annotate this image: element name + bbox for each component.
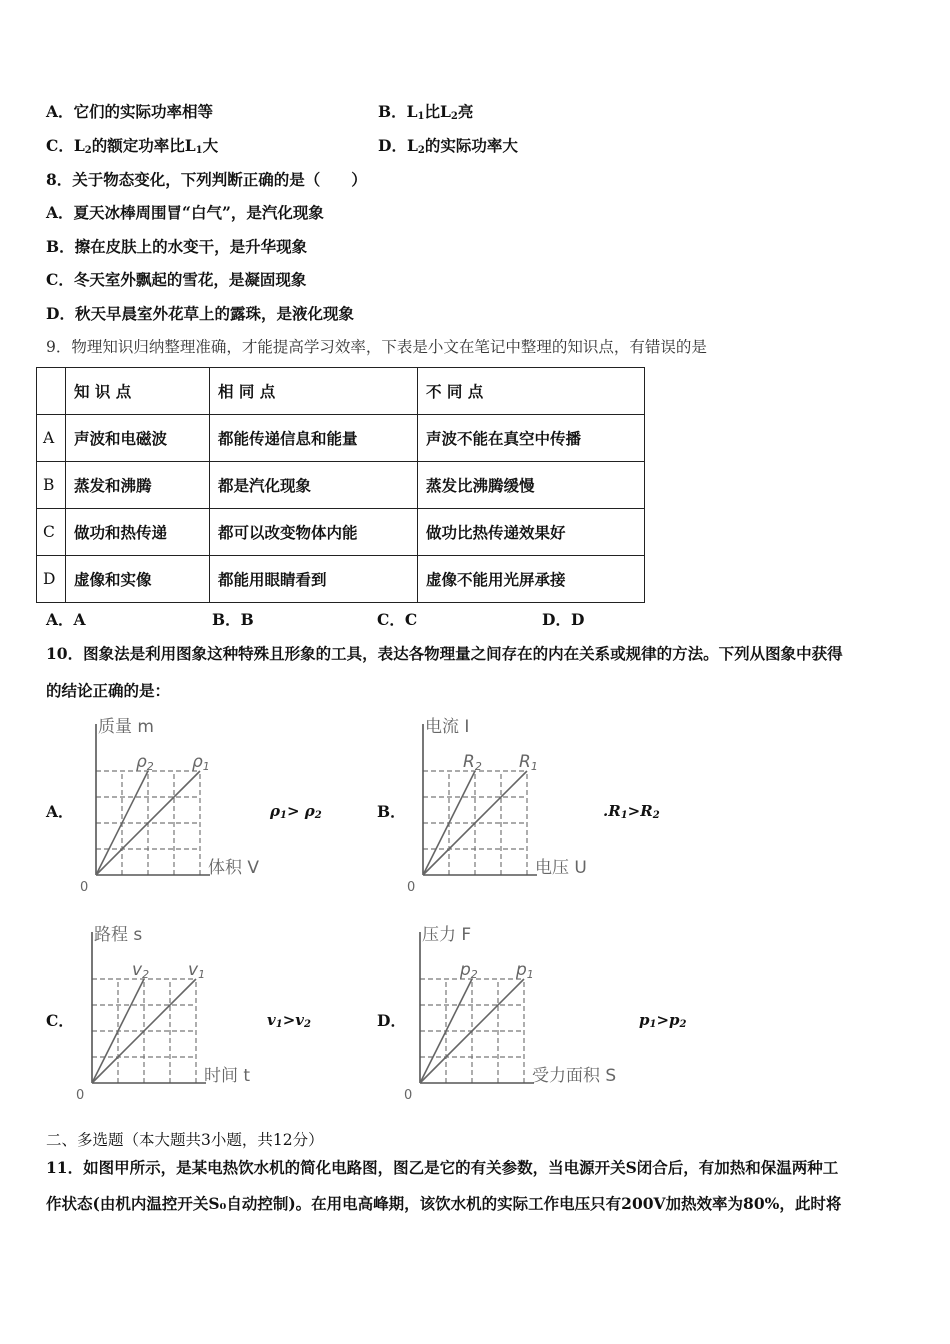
q10-stem-line1: 10．图象法是利用图象这种特殊且形象的工具，表达各物理量之间存在的内在关系或规律的方法。下列从图象中获得 bbox=[46, 644, 843, 663]
q11-line1: 11．如图甲所示，是某电热饮水机的简化电路图，图乙是它的有关参数，当电源开关S闭合后，有加热和保温两种工 bbox=[46, 1158, 839, 1177]
table-cell: 做功比热传递效果好 bbox=[418, 509, 645, 556]
x-axis-label: 电压 U bbox=[535, 858, 587, 878]
steep-line-label: ρ2 bbox=[136, 752, 154, 773]
shallow-line-label: v1 bbox=[188, 960, 206, 981]
graph-a bbox=[78, 712, 278, 892]
shallow-line-label: p1 bbox=[516, 960, 534, 981]
shallow-line-label: ρ1 bbox=[192, 752, 210, 773]
table-row bbox=[37, 556, 645, 603]
table-row bbox=[37, 509, 645, 556]
table-cell: 虚像和实像 bbox=[66, 556, 210, 603]
q9-option-d: D．D bbox=[542, 610, 585, 629]
table-header: 相 同 点 bbox=[210, 368, 418, 415]
y-axis-label: 质量 m bbox=[98, 717, 154, 737]
table-header: 知 识 点 bbox=[66, 368, 210, 415]
graph-c bbox=[74, 920, 274, 1100]
x-axis-label: 体积 V bbox=[208, 858, 260, 878]
table-row bbox=[37, 415, 645, 462]
graph-d-conclusion: $p_1>p_2$ bbox=[639, 1011, 687, 1030]
steep-line-label: R2 bbox=[463, 752, 482, 773]
steep-line-label: v2 bbox=[132, 960, 150, 981]
graph-b bbox=[405, 712, 615, 892]
q7-option-c: C．$L_2$的额定功率比$L_1$大 bbox=[46, 136, 219, 156]
q10-option-b: B． bbox=[377, 802, 406, 821]
q9-option-b: B．B bbox=[212, 610, 254, 629]
knowledge-table bbox=[36, 367, 645, 603]
shallow-line-label: R1 bbox=[519, 752, 538, 773]
q8-option-c: C．冬天室外飘起的雪花，是凝固现象 bbox=[46, 270, 307, 289]
q10-option-d: D． bbox=[377, 1011, 406, 1030]
table-cell: C bbox=[37, 509, 66, 556]
q10-stem-line2: 的结论正确的是： bbox=[46, 681, 171, 700]
q10-option-c: C． bbox=[46, 1011, 74, 1030]
table-header-row bbox=[37, 368, 645, 415]
q9-stem: 9．物理知识归纳整理准确，才能提高学习效率，下表是小文在笔记中整理的知识点，有错误的是 bbox=[46, 338, 707, 356]
table-row bbox=[37, 462, 645, 509]
table-cell: 都能用眼睛看到 bbox=[210, 556, 418, 603]
graph-d bbox=[402, 920, 642, 1100]
table-cell: 蒸发和沸腾 bbox=[66, 462, 210, 509]
y-axis-label: 路程 s bbox=[94, 925, 143, 945]
section-2-title: 二、多选题（本大题共3小题，共12分） bbox=[46, 1131, 324, 1149]
graph-b-conclusion: $.R_1>R_2$ bbox=[603, 802, 660, 821]
x-axis-label: 时间 t bbox=[204, 1066, 251, 1086]
q10-option-a: A． bbox=[46, 802, 74, 821]
q8-option-b: B．擦在皮肤上的水变干，是升华现象 bbox=[46, 237, 308, 256]
table-cell: B bbox=[37, 462, 66, 509]
q8-stem: 8．关于物态变化，下列判断正确的是（ ） bbox=[46, 170, 367, 189]
table-cell bbox=[37, 368, 66, 415]
graph-c-conclusion: $v_1>v_2$ bbox=[267, 1011, 311, 1030]
origin-label: 0 bbox=[407, 880, 416, 892]
table-cell: 都能传递信息和能量 bbox=[210, 415, 418, 462]
table-cell: 虚像不能用光屏承接 bbox=[418, 556, 645, 603]
graph-a-conclusion: $\rho_1> \rho_2$ bbox=[270, 802, 322, 821]
q9-option-c: C．C bbox=[377, 610, 418, 629]
origin-label: 0 bbox=[80, 880, 89, 892]
table-cell: 做功和热传递 bbox=[66, 509, 210, 556]
table-cell: 都可以改变物体内能 bbox=[210, 509, 418, 556]
table-cell: 蒸发比沸腾缓慢 bbox=[418, 462, 645, 509]
q11-line2: 作状态(由机内温控开关S₀自动控制)。在用电高峰期，该饮水机的实际工作电压只有200V加热效率为80%，此时将 bbox=[46, 1194, 842, 1213]
q7-option-d: D．$L_2$的实际功率大 bbox=[378, 136, 518, 156]
table-cell: D bbox=[37, 556, 66, 603]
q8-option-d: D．秋天早晨室外花草上的露珠，是液化现象 bbox=[46, 304, 354, 323]
table-cell: A bbox=[37, 415, 66, 462]
q8-option-a: A．夏天冰棒周围冒“白气”，是汽化现象 bbox=[46, 203, 324, 222]
steep-line-label: p2 bbox=[460, 960, 478, 981]
table-cell: 声波不能在真空中传播 bbox=[418, 415, 645, 462]
x-axis-label: 受力面积 S bbox=[532, 1066, 617, 1086]
q7-option-b: B．$L_1$比$L_2$亮 bbox=[378, 102, 474, 122]
q7-option-a: A．它们的实际功率相等 bbox=[46, 102, 214, 121]
table-header: 不 同 点 bbox=[418, 368, 645, 415]
q9-option-a: A．A bbox=[46, 610, 86, 629]
table-cell: 声波和电磁波 bbox=[66, 415, 210, 462]
y-axis-label: 压力 F bbox=[422, 925, 472, 945]
y-axis-label: 电流 I bbox=[425, 717, 470, 737]
origin-label: 0 bbox=[76, 1088, 85, 1100]
origin-label: 0 bbox=[404, 1088, 413, 1100]
table-cell: 都是汽化现象 bbox=[210, 462, 418, 509]
